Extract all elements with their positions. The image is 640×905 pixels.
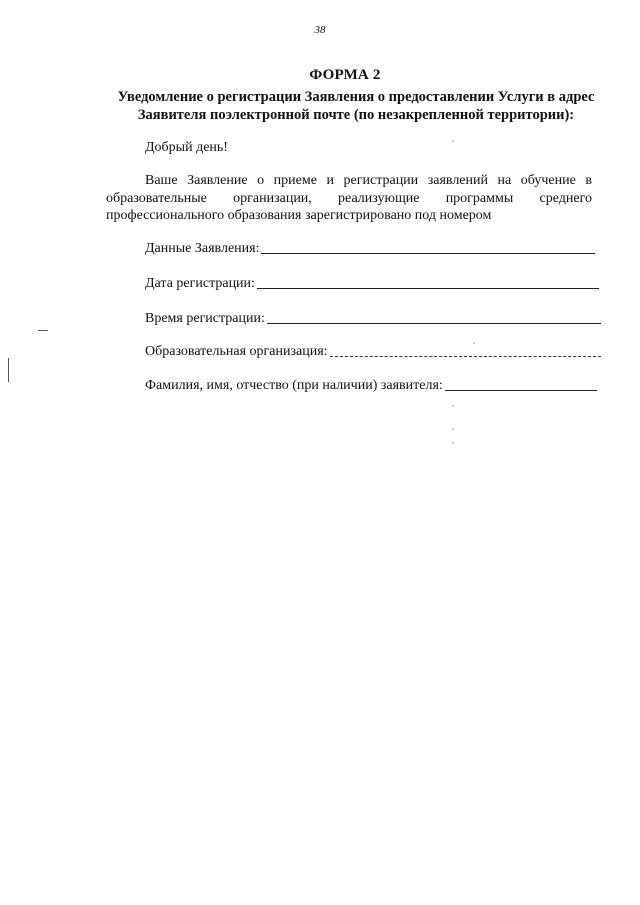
- applicant-name-label: Фамилия, имя, отчество (при наличии) заявителя:: [145, 378, 443, 393]
- scan-speck: [452, 442, 454, 444]
- scan-speck: [452, 140, 454, 142]
- scan-speck: [452, 428, 454, 430]
- scan-speck: [473, 342, 475, 344]
- organization-label: Образовательная организация:: [145, 344, 328, 359]
- scan-artifact-left-dash: [38, 330, 48, 331]
- registration-date-field: [145, 274, 599, 292]
- registration-time-field: [145, 309, 601, 327]
- organization-field: [145, 342, 601, 360]
- registration-time-line: [267, 309, 601, 324]
- registration-date-label: Дата регистрации:: [145, 276, 255, 291]
- application-data-line: [261, 239, 595, 254]
- registration-time-label: Время регистрации:: [145, 311, 265, 326]
- document-heading: Уведомление о регистрации Заявления о предоставлении Услуги в адрес Заявителя поэлектронной почте (по незакрепленной территории):: [117, 89, 595, 123]
- body-paragraph: Ваше Заявление о приеме и регистрации заявлений на обучение в образовательные организации, реализующие программы среднего профессионального образования зарегистрировано под номером: [106, 173, 592, 223]
- application-data-label: Данные Заявления:: [145, 241, 260, 256]
- form-title: ФОРМА 2: [309, 67, 381, 83]
- page-number: 38: [314, 24, 326, 36]
- applicant-name-line: [445, 376, 597, 391]
- organization-line: [330, 342, 601, 357]
- applicant-name-field: [145, 376, 597, 394]
- greeting-text: Добрый день!: [145, 140, 228, 155]
- registration-date-line: [257, 274, 599, 289]
- application-data-field: [145, 239, 595, 257]
- scan-artifact-left-bar: [8, 358, 9, 382]
- scan-speck: [452, 405, 454, 407]
